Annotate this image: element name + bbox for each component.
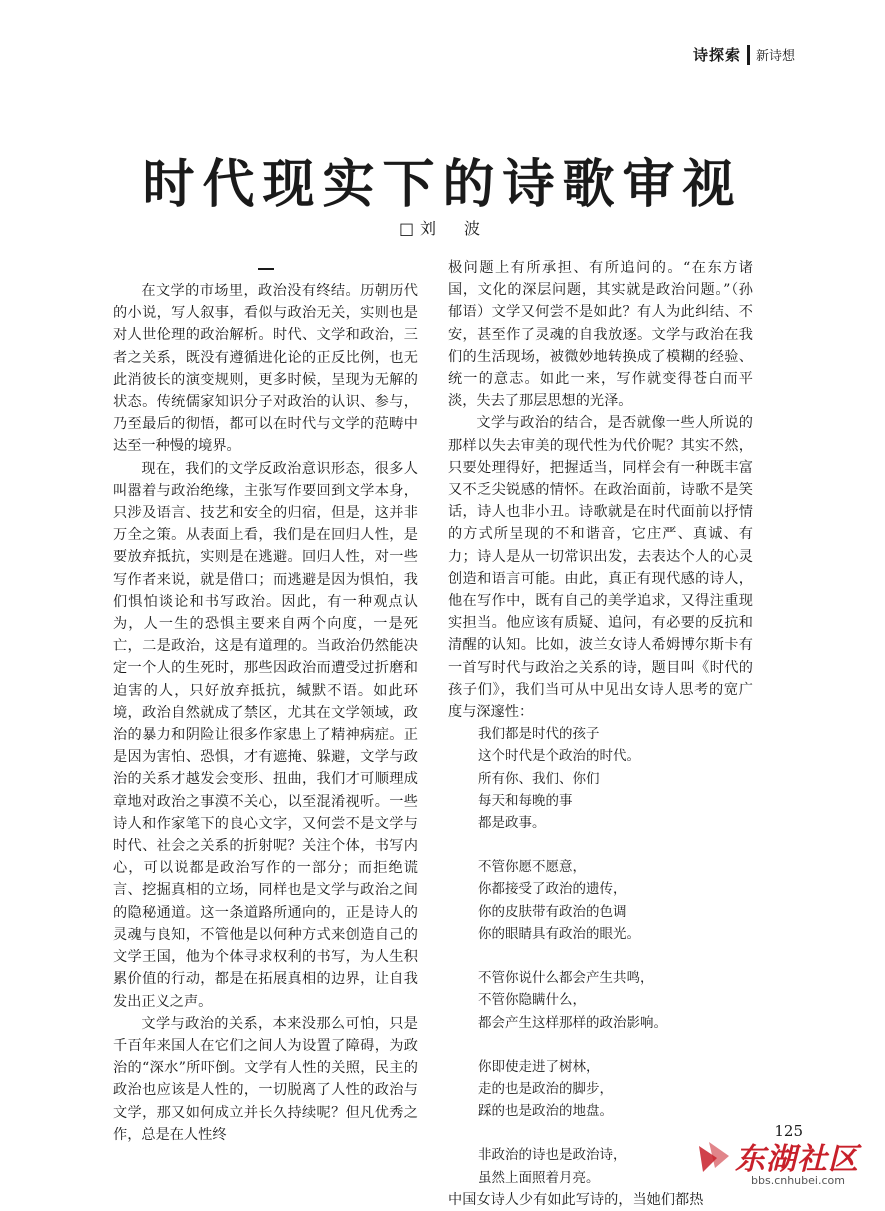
poem-stanza bbox=[478, 856, 753, 945]
poem-line: 走的也是政治的脚步， bbox=[478, 1080, 613, 1097]
page-number: 125 bbox=[774, 1122, 803, 1140]
watermark-logo-icon bbox=[695, 1138, 733, 1176]
paragraph: 文学与政治的结合，是否就像一些人所说的那样以失去审美的现代性为代价呢？其实不然，只要处理得好，把握适当，同样会有一种既丰富又不乏尖锐感的情怀。在政治面前，诗歌不是笑话，诗人也非小丑。诗歌就是在时代面前以抒情的方式所呈现的不和谐音，它庄严、真诚、有力；诗人是从一切常识出发，去表达个人的心灵创造和语言可能。由此，真正有现代感的诗人，他在写作中，既有自己的美学追求，又得注重现实担当。他应该有质疑、追问，有必要的反抗和清醒的认知。比如，波兰女诗人希姆博尔斯卡有一首写时代与政治之关系的诗，题目叫《时代的孩子们》，我们当可从中见出女诗人思考的宽广度与深邃性： bbox=[448, 415, 753, 721]
poem-line: 都会产生这样那样的政治影响。 bbox=[478, 1014, 667, 1031]
poem-line: 你即使走进了树林， bbox=[478, 1058, 600, 1075]
poem-line: 非政治的诗也是政治诗， bbox=[478, 1147, 627, 1164]
paragraph: 现在，我们的文学反政治意识形态，很多人叫嚣着与政治绝缘，主张写作要回到文学本身，只涉及语言、技艺和安全的归宿，但是，这并非万全之策。从表面上看，我们是在回归人性，是要放弃抵抗，实则是在逃避。回归人性，对一些写作者来说，就是借口；而逃避是因为惧怕，我们惧怕谈论和书写政治。因此，有一种观点认为，人一生的恐惧主要来自两个向度，一是死亡，二是政治，这是有道理的。当政治仍然能决定一个人的生死时，那些因政治而遭受过折磨和迫害的人，只好放弃抵抗，缄默不语。如此环境，政治自然就成了禁区，尤其在文学领域，政治的暴力和阴险让很多作家患上了精神病症。正是因为害怕、恐惧，才有遮掩、躲避，文学与政治的关系才越发会变形、扭曲，我们才可顺理成章地对政治之事漠不关心，以至混淆视听。一些诗人和作家笔下的良心文字，又何尝不是文学与时代、社会之关系的折射呢？关注个体，书写内心，可以说都是政治写作的一部分；而拒绝谎言、挖掘真相的立场，同样也是文学与政治之间的隐秘通道。这一条道路所通向的，正是诗人的灵魂与良知，不管他是以何种方式来创造自己的文学王国，他为个体寻求权利的书写，为人生积累价值的行动，都是在拓展真相的边界，让自我发出正义之声。 bbox=[113, 460, 418, 1010]
left-column bbox=[113, 258, 418, 1146]
poem-line: 不管你愿不愿意， bbox=[478, 859, 586, 876]
watermark-brand: 东湖社区 bbox=[735, 1142, 859, 1177]
quoted-poem bbox=[448, 723, 753, 1188]
paragraph: 文学与政治的关系，本来没那么可怕，只是千百年来国人在它们之间人为设置了障碍，为政治的“深水”所吓倒。文学有人性的关照，民主的政治也应该是人性的，一切脱离了人性的政治与文学，那又如何成立并长久持续呢？但凡优秀之作，总是在人性终 bbox=[113, 1015, 418, 1143]
paragraph: 在文学的市场里，政治没有终结。历朝历代的小说，写人叙事，看似与政治无关，实则也是对人世伦理的政治解析。时代、文学和政治，三者之关系，既没有遵循进化论的正反比例，也无此消彼长的演变规则，更多时候，呈现为无解的状态。传统儒家知识分子对政治的认识、参与，乃至最后的彻悟，都可以在时代与文学的范畴中达至一种慢的境界。 bbox=[113, 283, 418, 455]
header-divider bbox=[747, 45, 750, 65]
section-number-glyph bbox=[258, 268, 274, 270]
header-section: 诗探索 bbox=[692, 46, 741, 64]
poem-line: 你的眼睛具有政治的眼光。 bbox=[478, 925, 640, 942]
poem-line: 这个时代是个政治的时代。 bbox=[478, 748, 640, 765]
poem-stanza bbox=[478, 967, 753, 1034]
poem-line: 你都接受了政治的遗传， bbox=[478, 881, 627, 898]
poem-line: 虽然上面照着月亮。 bbox=[478, 1169, 600, 1186]
article-title: 时代现实下的诗歌审视 bbox=[142, 155, 743, 215]
poem-line: 你的皮肤带有政治的色调 bbox=[478, 903, 627, 920]
poem-line: 不管你隐瞒什么， bbox=[478, 992, 586, 1009]
poem-line: 不管你说什么都会产生共鸣， bbox=[478, 970, 654, 987]
article-author: □刘 波 bbox=[398, 219, 487, 238]
poem-line: 每天和每晚的事 bbox=[478, 792, 573, 809]
running-header bbox=[693, 44, 795, 65]
paragraph-continuation: 极问题上有所承担、有所追问的。“在东方诸国，文化的深层问题，其实就是政治问题。”（孙郁语）文学又何尝不是如此？有人为此纠结、不安，甚至作了灵魂的自我放逐。文学与政治在我们的生活现场，被微妙地转换成了模糊的经验、统一的意志。如此一来，写作就变得苍白而平淡，失去了那层思想的光泽。 bbox=[448, 260, 753, 410]
poem-line: 都是政事。 bbox=[478, 815, 546, 832]
header-subsection: 新诗想 bbox=[755, 49, 795, 64]
right-column bbox=[448, 257, 753, 1211]
watermark bbox=[695, 1132, 875, 1192]
section-number bbox=[113, 258, 418, 280]
poem-stanza bbox=[478, 1056, 753, 1123]
watermark-url: bbs.cnhubei.com bbox=[751, 1174, 845, 1187]
poem-line: 踩的也是政治的地盘。 bbox=[478, 1103, 613, 1120]
paragraph-closing: 中国女诗人少有如此写诗的，当她们都热 bbox=[448, 1191, 704, 1208]
poem-stanza bbox=[478, 723, 753, 834]
poem-line: 我们都是时代的孩子 bbox=[478, 726, 600, 743]
poem-line: 所有你、我们、你们 bbox=[478, 770, 600, 787]
